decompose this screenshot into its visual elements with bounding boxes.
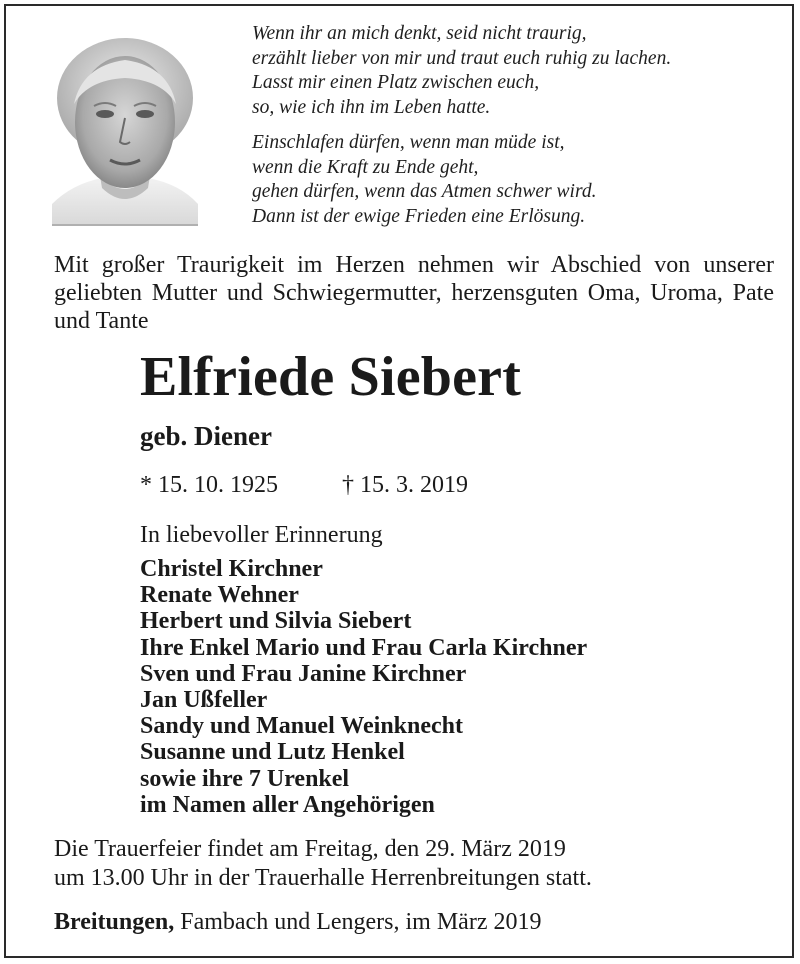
memory-line: In liebevoller Erinnerung — [140, 522, 383, 548]
poem-line: gehen dürfen, wenn das Atmen schwer wird. — [252, 181, 597, 202]
mourner-entry: Herbert und Silvia Siebert — [140, 608, 412, 635]
poem-line: wenn die Kraft zu Ende geht, — [252, 156, 479, 178]
service-line: Die Trauerfeier findet am Freitag, den 29. März 2019 — [54, 836, 566, 862]
closing-place: Breitungen, — [54, 909, 175, 935]
poem-line: Wenn ihr an mich denkt, seid nicht traurig, — [252, 23, 587, 44]
poem-stanza-1 — [252, 22, 782, 120]
intro-text: Mit großer Traurigkeit im Herzen nehmen wir Abschied von unserer geliebten Mutter und Schwiegermutter, herzensguten Oma, Uroma, Pate und Tante — [54, 252, 774, 334]
poem-line: Dann ist der ewige Frieden eine Erlösung. — [252, 205, 586, 227]
poem-line: erzählt lieber von mir und traut euch ruhig zu lachen. — [252, 47, 672, 69]
poem-line: Lasst mir einen Platz zwischen euch, — [252, 72, 540, 93]
mourner-entry: im Namen aller Angehörigen — [140, 791, 435, 818]
poem-stanza-2 — [252, 131, 782, 229]
life-dates — [140, 470, 468, 500]
mourners-list — [140, 556, 587, 818]
mourner-entry: Ihre Enkel Mario und Frau Carla Kirchner — [140, 634, 588, 661]
portrait-photo — [52, 26, 198, 226]
mourner-entry: Sandy und Manuel Weinknecht — [140, 713, 464, 740]
mourner-entry: Susanne und Lutz Henkel — [140, 739, 405, 766]
closing-rest: Fambach und Lengers, im März 2019 — [174, 909, 542, 935]
mourner-entry: Renate Wehner — [140, 582, 299, 609]
death-date: † 15. 3. 2019 — [342, 472, 468, 498]
mourner-entry: Sven und Frau Janine Kirchner — [140, 660, 467, 687]
service-info — [54, 835, 592, 892]
closing-line — [54, 907, 541, 937]
birth-date: * 15. 10. 1925 — [140, 472, 278, 498]
mourner-entry: sowie ihre 7 Urenkel — [140, 765, 350, 792]
service-line: um 13.00 Uhr in der Trauerhalle Herrenbreitungen statt. — [54, 864, 592, 891]
mourner-entry: Jan Ußfeller — [140, 687, 268, 714]
poem — [252, 22, 782, 229]
portrait-illustration — [52, 26, 198, 226]
maiden-name: geb. Diener — [140, 421, 272, 451]
deceased-name: Elfriede Siebert — [140, 346, 522, 408]
poem-line: Einschlafen dürfen, wenn man müde ist, — [252, 132, 565, 153]
poem-line: so, wie ich ihn im Leben hatte. — [252, 96, 491, 118]
mourner-entry: Christel Kirchner — [140, 556, 323, 582]
